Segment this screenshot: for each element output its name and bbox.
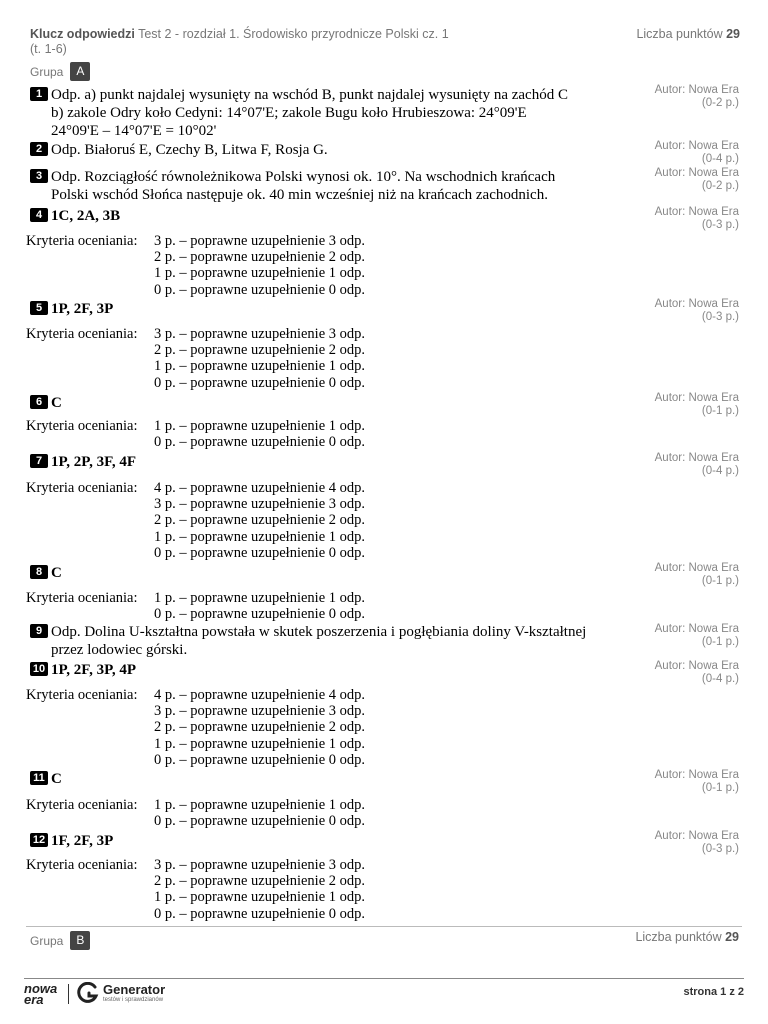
answer-text: 1C, 2A, 3B — [51, 208, 121, 224]
question-5 — [30, 300, 630, 318]
author-label: Autor: Nowa Era — [654, 206, 739, 218]
points-range: (0-4 p.) — [701, 672, 739, 685]
nowa-era-logo — [24, 983, 57, 1005]
points-range: (0-1 p.) — [701, 635, 739, 648]
total-points-value: 29 — [725, 930, 739, 944]
author-label: Autor: Nowa Era — [654, 769, 739, 781]
answer-line: Polski wschód Słońca następuje ok. 40 min wcześniej niż na krańcach zachodnich. — [51, 187, 548, 203]
test-title: Test 2 - rozdział 1. Środowisko przyrodnicze Polski cz. 1 — [138, 27, 449, 41]
group-label: Grupa — [30, 933, 64, 948]
criteria-line: 0 p. – poprawne uzupełnienie 0 odp. — [154, 813, 366, 830]
answer-line: Odp. Dolina U-kształtna powstała w skutek poszerzenia i pogłębiania doliny V-kształtnej — [51, 624, 587, 640]
criteria-label: Kryteria oceniania: — [26, 797, 138, 813]
criteria-line: 3 p. – poprawne uzupełnienie 3 odp. — [154, 496, 366, 513]
criteria-line: 3 p. – poprawne uzupełnienie 3 odp. — [154, 857, 366, 873]
answer-line: Odp. a) punkt najdalej wysunięty na wschód B, punkt najdalej wysunięty na zachód C — [51, 87, 568, 103]
points-range: (0-3 p.) — [701, 310, 739, 323]
answer-text: 1F, 2F, 3P — [51, 833, 114, 849]
criteria-label: Kryteria oceniania: — [26, 857, 138, 873]
question-number: 2 — [30, 142, 48, 156]
question-2-meta — [599, 140, 739, 165]
author-label: Autor: Nowa Era — [654, 660, 739, 672]
criteria-line: 3 p. – poprawne uzupełnienie 3 odp. — [154, 326, 366, 342]
criteria-line: 3 p. – poprawne uzupełnienie 3 odp. — [154, 233, 366, 249]
generator-title: Generator — [103, 981, 166, 997]
total-points — [636, 27, 740, 41]
criteria-line: 0 p. – poprawne uzupełnienie 0 odp. — [154, 374, 366, 391]
criteria-line: 1 p. – poprawne uzupełnienie 1 odp. — [154, 797, 366, 813]
group-divider — [26, 926, 742, 927]
criteria-line: 0 p. – poprawne uzupełnienie 0 odp. — [154, 281, 366, 298]
criteria-line: 2 p. – poprawne uzupełnienie 2 odp. — [154, 873, 366, 890]
author-label: Autor: Nowa Era — [654, 140, 739, 152]
criteria-line: 1 p. – poprawne uzupełnienie 1 odp. — [154, 889, 366, 906]
question-10-meta — [599, 660, 739, 685]
answer-text — [51, 141, 630, 159]
criteria-label: Kryteria oceniania: — [26, 687, 138, 703]
group-b-points — [635, 930, 739, 944]
answer-text — [51, 168, 630, 204]
question-number: 7 — [30, 454, 48, 468]
question-number: 5 — [30, 301, 48, 315]
question-number: 9 — [30, 624, 48, 638]
question-8 — [30, 564, 630, 582]
answer-text: 1P, 2F, 3P, 4P — [51, 662, 137, 678]
question-number: 6 — [30, 395, 48, 409]
question-11-meta — [599, 769, 739, 794]
question-number: 1 — [30, 87, 48, 101]
author-label: Autor: Nowa Era — [654, 830, 739, 842]
question-7-meta — [599, 452, 739, 477]
question-6-meta — [599, 392, 739, 417]
question-8-meta — [599, 562, 739, 587]
question-1 — [30, 86, 630, 140]
points-range: (0-3 p.) — [701, 218, 739, 231]
criteria-line: 1 p. – poprawne uzupełnienie 1 odp. — [154, 265, 366, 282]
criteria-label: Kryteria oceniania: — [26, 590, 138, 606]
logo-text: era — [24, 992, 44, 1007]
author-label: Autor: Nowa Era — [654, 392, 739, 404]
test-subtitle: (t. 1-6) — [30, 42, 67, 56]
header-title-line — [30, 27, 740, 42]
question-3-meta — [599, 167, 739, 192]
generator-logo — [77, 982, 165, 1004]
criteria-line: 1 p. – poprawne uzupełnienie 1 odp. — [154, 590, 366, 606]
answer-text: C — [51, 395, 62, 411]
question-12 — [30, 832, 630, 850]
question-number: 10 — [30, 662, 48, 676]
question-2 — [30, 141, 630, 159]
criteria-line: 2 p. – poprawne uzupełnienie 2 odp. — [154, 342, 366, 359]
criteria-line: 3 p. – poprawne uzupełnienie 3 odp. — [154, 703, 366, 720]
criteria-line: 0 p. – poprawne uzupełnienie 0 odp. — [154, 606, 366, 623]
criteria-line: 4 p. – poprawne uzupełnienie 4 odp. — [154, 687, 366, 703]
group-label: Grupa — [30, 64, 64, 79]
criteria-label: Kryteria oceniania: — [26, 418, 138, 434]
answer-line: Odp. Białoruś E, Czechy B, Litwa F, Rosja G. — [51, 142, 328, 158]
question-number: 12 — [30, 833, 48, 847]
answer-line: Odp. Rozciągłość równoleżnikowa Polski wynosi ok. 10°. Na wschodnich krańcach — [51, 169, 556, 185]
answer-key-label: Klucz odpowiedzi — [30, 27, 135, 41]
criteria-label: Kryteria oceniania: — [26, 480, 138, 496]
points-range: (0-1 p.) — [701, 404, 739, 417]
points-range: (0-3 p.) — [701, 842, 739, 855]
question-number: 8 — [30, 565, 48, 579]
answer-text: 1P, 2P, 3F, 4F — [51, 454, 137, 470]
question-number: 11 — [30, 771, 48, 785]
page-number: strona 1 z 2 — [683, 986, 744, 998]
author-label: Autor: Nowa Era — [654, 167, 739, 179]
answer-text — [51, 86, 630, 140]
criteria-line: 0 p. – poprawne uzupełnienie 0 odp. — [154, 434, 366, 451]
criteria-label: Kryteria oceniania: — [26, 326, 138, 342]
question-3 — [30, 168, 630, 204]
logo-text: nowa — [24, 981, 58, 996]
criteria-label: Kryteria oceniania: — [26, 233, 138, 249]
answer-line: przez lodowiec górski. — [51, 642, 188, 658]
criteria-line: 4 p. – poprawne uzupełnienie 4 odp. — [154, 480, 366, 496]
points-range: (0-1 p.) — [701, 574, 739, 587]
answer-text: 1P, 2F, 3P — [51, 301, 114, 317]
question-4-meta — [599, 206, 739, 231]
answer-text: C — [51, 565, 62, 581]
points-range: (0-4 p.) — [701, 152, 739, 165]
question-6 — [30, 394, 630, 412]
group-badge: B — [70, 931, 90, 950]
group-b-header — [30, 931, 90, 950]
document-header — [30, 27, 740, 57]
points-range: (0-4 p.) — [701, 464, 739, 477]
question-12-meta — [599, 830, 739, 855]
total-points-label: Liczba punktów — [636, 27, 723, 41]
criteria-line: 0 p. – poprawne uzupełnienie 0 odp. — [154, 751, 366, 768]
question-number: 3 — [30, 169, 48, 183]
answer-line: 24°09'E – 14°07'E = 10°02' — [51, 123, 217, 139]
author-label: Autor: Nowa Era — [654, 84, 739, 96]
question-1-meta — [599, 84, 739, 109]
answer-text: C — [51, 771, 62, 787]
author-label: Autor: Nowa Era — [654, 452, 739, 464]
total-points-value: 29 — [726, 27, 740, 41]
group-badge: A — [70, 62, 90, 81]
criteria-line: 1 p. – poprawne uzupełnienie 1 odp. — [154, 528, 366, 545]
question-9 — [30, 623, 630, 659]
question-4 — [30, 207, 630, 225]
question-10 — [30, 661, 630, 679]
question-7 — [30, 453, 630, 471]
criteria-line: 2 p. – poprawne uzupełnienie 2 odp. — [154, 719, 366, 736]
author-label: Autor: Nowa Era — [654, 298, 739, 310]
generator-subtitle: testów i sprawdzianów — [103, 996, 164, 1003]
footer-divider — [24, 978, 744, 979]
group-a-header — [30, 62, 90, 81]
criteria-line: 2 p. – poprawne uzupełnienie 2 odp. — [154, 249, 366, 266]
author-label: Autor: Nowa Era — [654, 562, 739, 574]
criteria-line: 0 p. – poprawne uzupełnienie 0 odp. — [154, 544, 366, 561]
logo-divider — [68, 984, 69, 1004]
total-points-label: Liczba punktów — [635, 930, 722, 944]
criteria-line: 0 p. – poprawne uzupełnienie 0 odp. — [154, 905, 366, 922]
criteria-line: 1 p. – poprawne uzupełnienie 1 odp. — [154, 358, 366, 375]
points-range: (0-2 p.) — [701, 96, 739, 109]
author-label: Autor: Nowa Era — [654, 623, 739, 635]
question-9-meta — [599, 623, 739, 648]
criteria-line: 1 p. – poprawne uzupełnienie 1 odp. — [154, 418, 366, 434]
answer-line: b) zakole Odry koło Cedyni: 14°07'E; zakole Bugu koło Hrubieszowa: 24°09'E — [51, 105, 527, 121]
criteria-line: 2 p. – poprawne uzupełnienie 2 odp. — [154, 512, 366, 529]
points-range: (0-2 p.) — [701, 179, 739, 192]
question-5-meta — [599, 298, 739, 323]
criteria-line: 1 p. – poprawne uzupełnienie 1 odp. — [154, 735, 366, 752]
generator-g-icon — [77, 982, 99, 1004]
question-11 — [30, 770, 630, 788]
points-range: (0-1 p.) — [701, 781, 739, 794]
answer-text — [51, 623, 630, 659]
question-number: 4 — [30, 208, 48, 222]
